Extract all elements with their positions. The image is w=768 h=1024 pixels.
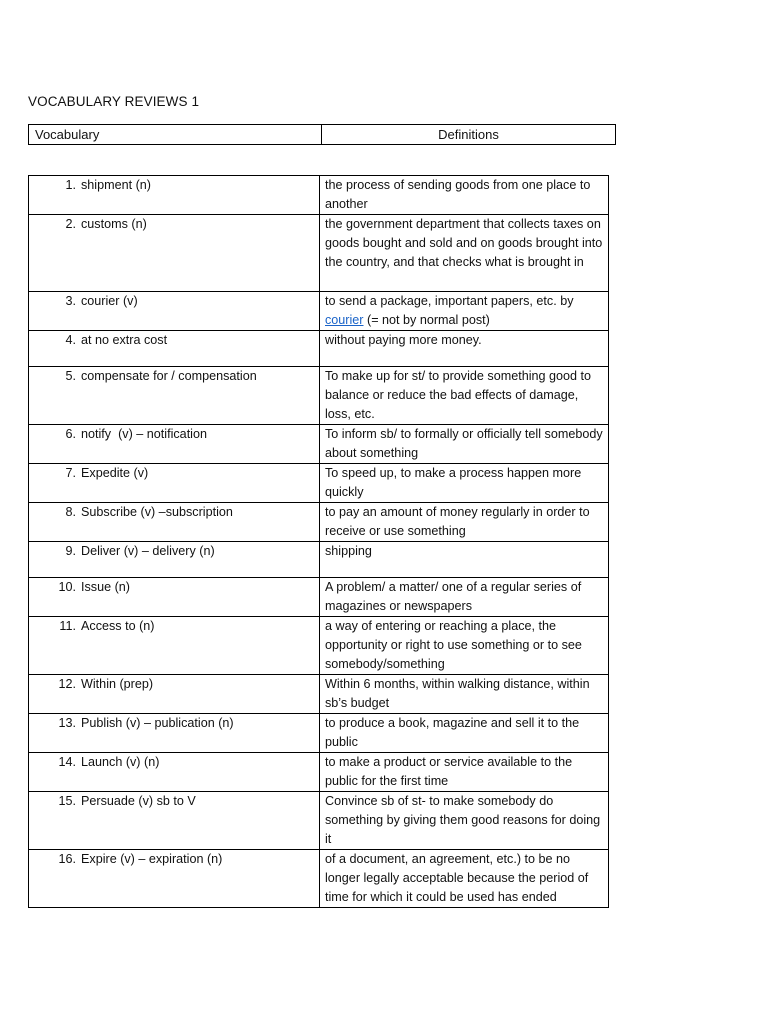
table-row — [29, 617, 609, 675]
vocabulary-term: customs (n) — [81, 217, 147, 231]
term-cell — [29, 792, 320, 850]
courier-link[interactable]: courier — [325, 313, 364, 327]
term-cell — [29, 850, 320, 908]
table-row — [29, 176, 609, 215]
term-cell — [29, 714, 320, 753]
vocabulary-term: Expedite (v) — [81, 466, 149, 480]
definition-text: a way of entering or reaching a place, the opportunity or right to use something or to see somebody/something — [325, 619, 582, 671]
definition-cell — [320, 215, 609, 292]
table-row — [29, 331, 609, 367]
term-cell — [29, 215, 320, 292]
definition-text: To speed up, to make a process happen more quickly — [325, 466, 582, 499]
item-number: 4. — [65, 333, 76, 347]
table-row — [29, 292, 609, 331]
definition-text: A problem/ a matter/ one of a regular series of magazines or newspapers — [325, 580, 582, 613]
definition-cell — [320, 292, 609, 331]
table-row — [29, 578, 609, 617]
term-cell — [29, 503, 320, 542]
definition-cell — [320, 331, 609, 367]
vocabulary-term: Subscribe (v) –subscription — [81, 505, 233, 519]
vocabulary-term: Access to (n) — [81, 619, 155, 633]
definition-cell — [320, 578, 609, 617]
definition-text: shipping — [325, 544, 372, 558]
item-number: 3. — [65, 294, 76, 308]
definition-text: Convince sb of st- to make somebody do something by giving them good reasons for doing it — [325, 794, 601, 846]
header-table — [28, 124, 616, 145]
definition-text: (= not by normal post) — [363, 313, 490, 327]
definition-cell — [320, 425, 609, 464]
document-title: VOCABULARY REVIEWS 1 — [28, 94, 200, 109]
definition-cell — [320, 714, 609, 753]
definition-cell — [320, 542, 609, 578]
vocabulary-term: notify (v) – notification — [81, 427, 207, 441]
item-number: 9. — [65, 544, 76, 558]
definition-cell — [320, 753, 609, 792]
item-number: 15. — [58, 794, 76, 808]
term-cell — [29, 542, 320, 578]
definition-text: the process of sending goods from one place to another — [325, 178, 591, 211]
term-cell — [29, 292, 320, 331]
term-cell — [29, 331, 320, 367]
term-cell — [29, 367, 320, 425]
item-number: 2. — [65, 217, 76, 231]
definition-text: without paying more money. — [325, 333, 482, 347]
definition-text: to send a package, important papers, etc. by — [325, 294, 574, 308]
definition-text: of a document, an agreement, etc.) to be no longer legally acceptable because the period of time for which it could be used has ended — [325, 852, 589, 904]
vocabulary-term: Deliver (v) – delivery (n) — [81, 544, 215, 558]
header-vocabulary: Vocabulary — [29, 125, 322, 144]
table-row — [29, 675, 609, 714]
vocabulary-term: Within (prep) — [81, 677, 154, 691]
table-row — [29, 850, 609, 908]
vocabulary-term: Launch (v) (n) — [81, 755, 160, 769]
table-row — [29, 215, 609, 292]
table-row — [29, 753, 609, 792]
table-row — [29, 367, 609, 425]
table-row — [29, 792, 609, 850]
term-cell — [29, 176, 320, 215]
definition-cell — [320, 675, 609, 714]
item-number: 7. — [65, 466, 76, 480]
vocabulary-term: Issue (n) — [81, 580, 130, 594]
term-cell — [29, 464, 320, 503]
definition-cell — [320, 617, 609, 675]
item-number: 1. — [65, 178, 76, 192]
definition-cell — [320, 792, 609, 850]
definition-text: To make up for st/ to provide something good to balance or reduce the bad effects of damage, loss, etc. — [325, 369, 592, 421]
item-number: 12. — [58, 677, 76, 691]
definition-cell — [320, 503, 609, 542]
item-number: 6. — [65, 427, 76, 441]
term-cell — [29, 425, 320, 464]
term-cell — [29, 578, 320, 617]
header-definitions: Definitions — [438, 127, 499, 142]
definition-text: To inform sb/ to formally or officially tell somebody about something — [325, 427, 603, 460]
vocabulary-term: Persuade (v) sb to V — [81, 794, 196, 808]
term-cell — [29, 675, 320, 714]
term-cell — [29, 617, 320, 675]
term-cell — [29, 753, 320, 792]
definition-cell — [320, 367, 609, 425]
table-row — [29, 425, 609, 464]
item-number: 10. — [58, 580, 76, 594]
table-row — [29, 542, 609, 578]
vocabulary-table — [28, 175, 609, 908]
vocabulary-term: courier (v) — [81, 294, 138, 308]
table-row — [29, 714, 609, 753]
vocabulary-term: shipment (n) — [81, 178, 151, 192]
definition-text: to pay an amount of money regularly in order to receive or use something — [325, 505, 590, 538]
vocabulary-term: Expire (v) – expiration (n) — [81, 852, 223, 866]
item-number: 16. — [58, 852, 76, 866]
definition-text: to produce a book, magazine and sell it to the public — [325, 716, 580, 749]
definition-cell — [320, 850, 609, 908]
item-number: 8. — [65, 505, 76, 519]
definition-text: Within 6 months, within walking distance, within sb’s budget — [325, 677, 590, 710]
item-number: 14. — [58, 755, 76, 769]
item-number: 13. — [58, 716, 76, 730]
item-number: 11. — [59, 619, 76, 633]
vocabulary-term: Publish (v) – publication (n) — [81, 716, 234, 730]
definition-text: the government department that collects taxes on goods bought and sold and on goods brought into the country, and that checks what is brought in — [325, 217, 603, 269]
definition-cell — [320, 176, 609, 215]
table-row — [29, 503, 609, 542]
vocabulary-term: at no extra cost — [81, 333, 168, 347]
vocabulary-term: compensate for / compensation — [81, 369, 257, 383]
definition-text: to make a product or service available to the public for the first time — [325, 755, 573, 788]
table-row — [29, 464, 609, 503]
definition-cell — [320, 464, 609, 503]
item-number: 5. — [65, 369, 76, 383]
